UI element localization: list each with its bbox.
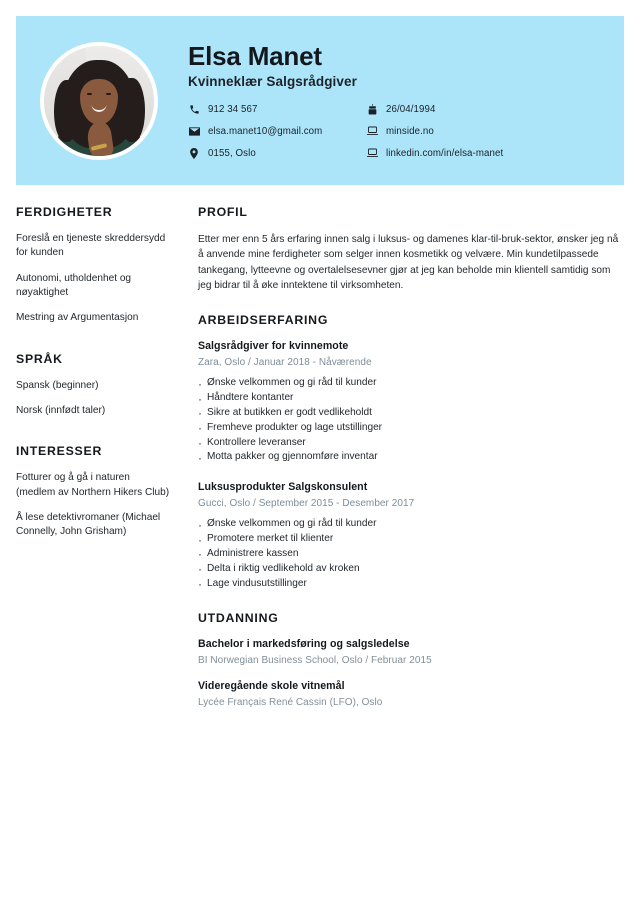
list-item: Norsk (innfødt taler) [16, 404, 106, 416]
list-item: Mestring av Argumentasjon [16, 312, 139, 324]
list-item: Fotturer og å gå i naturen (medlem av Northern Hikers Club) [16, 472, 170, 498]
email-icon [188, 125, 200, 137]
section-title-education: UTDANNING [198, 611, 279, 626]
linkedin-icon [366, 147, 378, 159]
section-title-experience: ARBEIDSERFARING [198, 313, 329, 328]
education-meta: BI Norwegian Business School, Oslo / Februar 2015 [198, 655, 432, 667]
list-item: · Ønske velkommen og gi råd til kunder [198, 376, 624, 391]
list-item: Å lese detektivromaner (Michael Connelly, John Grisham) [16, 511, 161, 538]
header-banner [16, 16, 624, 185]
contact-email[interactable] [188, 125, 360, 137]
section-experience [198, 313, 624, 591]
list-item: · Håndtere kontanter [198, 391, 624, 406]
section-education [198, 611, 624, 708]
location-icon [188, 147, 200, 159]
avatar [40, 42, 158, 160]
profile-photo-image [44, 46, 154, 156]
section-interests [16, 444, 170, 539]
phone-icon [188, 103, 200, 115]
contact-location-value: 0155, Oslo [208, 147, 256, 159]
education-entry [198, 680, 624, 708]
list-item: Autonomi, utholdenhet og nøyaktighet [16, 272, 132, 298]
page-title: Elsa Manet [188, 40, 322, 71]
list-item: · Fremheve produkter og lage utstillinger [198, 421, 624, 436]
list-item: · Lage vindusutstillinger [198, 577, 624, 592]
job-title: Kvinneklær Salgsrådgiver [188, 74, 357, 90]
education-entry [198, 638, 624, 666]
section-skills [16, 205, 170, 326]
list-item: · Ønske velkommen og gi råd til kunder [198, 517, 624, 532]
contact-website[interactable] [366, 125, 604, 137]
list-item: Foreslå en tjeneste skreddersydd for kunden [16, 233, 166, 259]
contact-phone[interactable] [188, 103, 360, 115]
section-languages [16, 352, 170, 419]
list-item: · Kontrollere leveranser [198, 436, 624, 451]
birthday-icon [366, 103, 378, 115]
list-item: · Motta pakker og gjennomføre inventar [198, 450, 624, 465]
experience-entry [198, 340, 624, 465]
contact-location [188, 147, 360, 159]
contact-email-value: elsa.manet10@gmail.com [208, 125, 323, 137]
contact-phone-value: 912 34 567 [208, 103, 258, 115]
experience-role: Luksusprodukter Salgskonsulent [198, 481, 368, 494]
section-profile [198, 205, 624, 293]
education-meta: Lycée Français René Cassin (LFO), Oslo [198, 697, 383, 709]
section-title-skills: FERDIGHETER [16, 205, 113, 219]
education-degree: Bachelor i markedsføring og salgsledelse [198, 638, 410, 651]
contact-linkedin-value: linkedin.com/in/elsa-manet [386, 147, 504, 159]
experience-entry [198, 481, 624, 591]
contact-birthday-value: 26/04/1994 [386, 103, 436, 115]
experience-role: Salgsrådgiver for kvinnemote [198, 340, 349, 353]
contact-grid [188, 103, 604, 159]
experience-meta: Zara, Oslo / Januar 2018 - Nåværende [198, 357, 372, 369]
contact-website-value: minside.no [386, 125, 434, 137]
list-item: · Sikre at butikken er godt vedlikeholdt [198, 406, 624, 421]
main-column [184, 205, 624, 708]
list-item: · Delta i riktig vedlikehold av kroken [198, 562, 624, 577]
list-item: · Administrere kassen [198, 547, 624, 562]
experience-bullets [198, 376, 624, 465]
contact-linkedin[interactable] [366, 147, 604, 159]
contact-birthday [366, 103, 604, 115]
section-title-interests: INTERESSER [16, 444, 103, 459]
section-title-profile: PROFIL [198, 205, 248, 219]
list-item: Spansk (beginner) [16, 379, 99, 391]
experience-meta: Gucci, Oslo / September 2015 - Desember 2017 [198, 498, 415, 510]
header-text-block [188, 42, 624, 160]
profile-summary: Etter mer enn 5 års erfaring innen salg i luksus- og damenes klar-til-bruk-sektor, ønsker jeg nå å anvende mine ferdigheter som selger innen kosmetikk og velvære. Min kundetilpassede tankegang, lytteevne og overtalelsesevner gjør at jeg kan beholde min klientell samtidig som jeg bidrar til å øke inntektene til virksomheten. [198, 234, 619, 291]
resume-body [16, 205, 624, 708]
education-degree: Videregående skole vitnemål [198, 680, 345, 693]
sidebar-column [16, 205, 184, 540]
website-icon [366, 125, 378, 137]
experience-bullets [198, 517, 624, 591]
section-title-languages: SPRÅK [16, 351, 63, 366]
list-item: · Promotere merket til klienter [198, 532, 624, 547]
